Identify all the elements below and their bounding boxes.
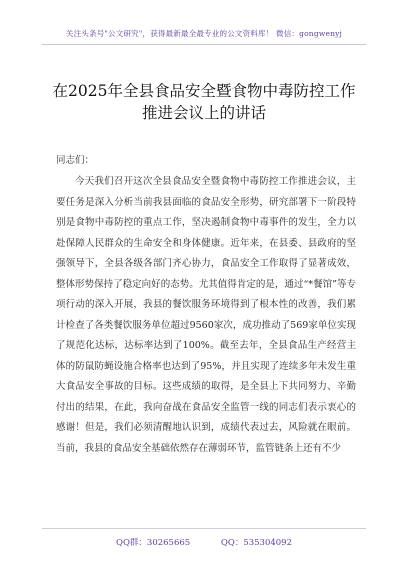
footer-divider [42, 528, 366, 529]
body-text [56, 172, 356, 459]
title-line-1: 在2025年全县食品安全暨食物中毒防控工作 [52, 82, 356, 100]
header-divider [42, 44, 366, 45]
header-note: 关注头条号"公文研究"，获得最新最全最专业的公文资料库！ 微信：gongwenyj [65, 29, 343, 38]
body-paragraph: 今天我们召开这次全县食品安全暨食物中毒防控工作推进会议，主要任务是深入分析当前我县面临的食品安全形势，研究部署下一阶段特别是食物中毒防控的重点工作，坚决遏制食物中毒事件的发生，全力以赴保障人民群众的生命安全和身体健康。近年来，在县委、县政府的坚强领导下，全县各级各部门齐心协力，食品安全工作取得了显著成效，整体形势保持了稳定向好的态势。尤其值得肯定的是，通过“*餐馆”等专项行动的深入开展，我县的餐饮服务环境得到了根本性的改善，我们累计检查了各类餐饮服务单位超过9560家次，成功推动了569家单位实现了规范化达标，达标率达到了100%。截至去年，全县食品生产经营主体的防鼠防蝇设施合格率也达到了95%，并且实现了连续多年未发生重大食品安全事故的目标。这些成绩的取得，是全县上下共同努力、辛勤付出的结果，在此，我向奋战在食品安全监管一线的同志们表示衷心的感谢！但是，我们必须清醒地认识到，成绩代表过去，风险就在眼前。当前，我县的食品安全基础依然存在薄弱环节，监管链条上还有不少 [56, 176, 356, 454]
document-title [20, 80, 388, 124]
footer-qq: QQ：535304092 [220, 538, 292, 548]
footer-qq-group: QQ群：30265665 [115, 538, 191, 548]
salutation: 同志们： [56, 155, 95, 166]
footer [0, 536, 408, 548]
title-line-2: 推进会议上的讲话 [141, 104, 266, 122]
